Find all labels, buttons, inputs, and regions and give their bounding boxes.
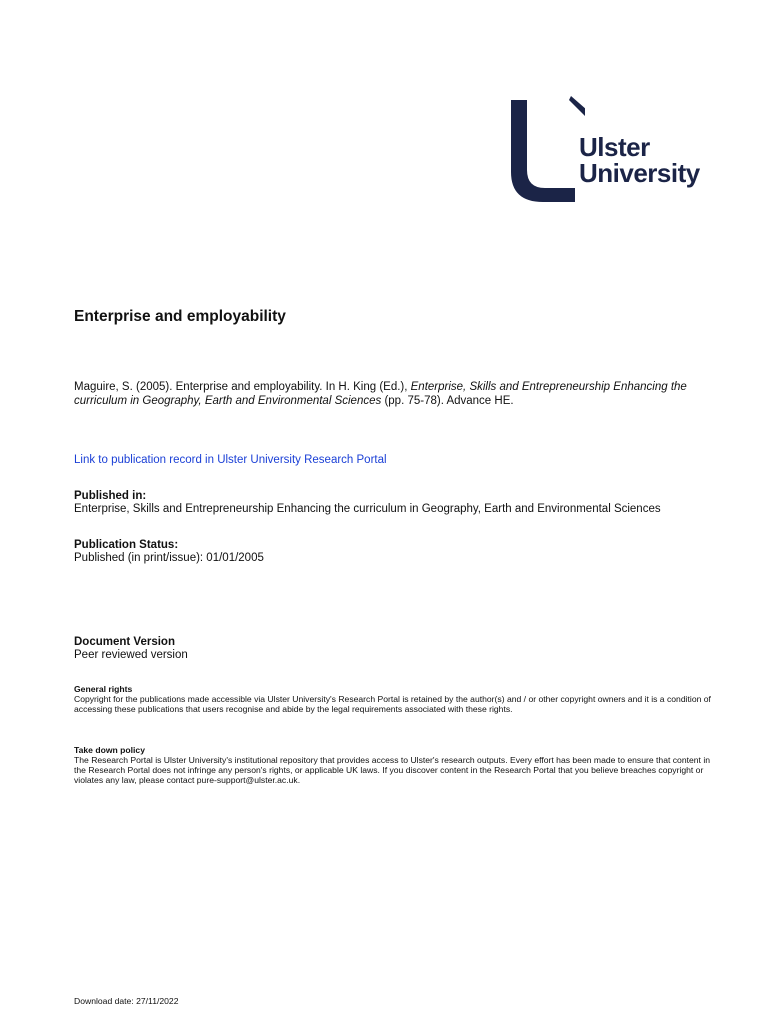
take-down-section <box>74 745 714 785</box>
citation <box>74 380 714 408</box>
citation-book-title: Enterprise, Skills and Entrepreneurship Enhancing the curriculum in Geography, Earth and Environmental Sciences <box>74 381 687 407</box>
general-rights-section <box>74 684 714 714</box>
general-rights-text: Copyright for the publications made accessible via Ulster University's Research Portal is retained by the author(s) and / or other copyright owners and it is a condition of accessing these publications that users recognise and abide by the legal requirements associated with these rights. <box>74 694 711 714</box>
document-version-section <box>74 636 714 662</box>
published-in-value: Enterprise, Skills and Entrepreneurship Enhancing the curriculum in Geography, Earth and Environmental Sciences <box>74 503 661 515</box>
general-rights-label: General rights <box>74 684 133 694</box>
take-down-text: The Research Portal is Ulster University's institutional repository that provides access to Ulster's research outputs. Every effort has been made to ensure that content in the Research Portal does not infringe any person's rights, or applicable UK laws. If you discover content in the Research Portal that you believe breaches copyright or violates any law, please contact pure-support@ulster.ac.uk. <box>74 755 711 785</box>
document-version-value: Peer reviewed version <box>74 649 188 661</box>
publication-title: Enterprise and employability <box>74 308 286 325</box>
publication-status-section <box>74 539 714 565</box>
logo-word-university: University <box>579 158 700 188</box>
publication-status-value: Published (in print/issue): 01/01/2005 <box>74 552 264 564</box>
download-date: Download date: 27/11/2022 <box>74 996 179 1006</box>
citation-end: (pp. 75-78). Advance HE. <box>381 395 514 407</box>
take-down-label: Take down policy <box>74 745 145 755</box>
document-version-label: Document Version <box>74 636 175 648</box>
logo-u-mark-icon <box>505 92 585 207</box>
published-in-section <box>74 490 714 516</box>
logo-word-ulster: Ulster <box>579 132 650 162</box>
ulster-university-logo <box>505 92 715 207</box>
portal-link[interactable]: Link to publication record in Ulster University Research Portal <box>74 454 387 466</box>
publication-status-label: Publication Status: <box>74 539 179 551</box>
published-in-label: Published in: <box>74 490 147 502</box>
citation-start: Maguire, S. (2005). Enterprise and employability. In H. King (Ed.), <box>74 381 411 393</box>
